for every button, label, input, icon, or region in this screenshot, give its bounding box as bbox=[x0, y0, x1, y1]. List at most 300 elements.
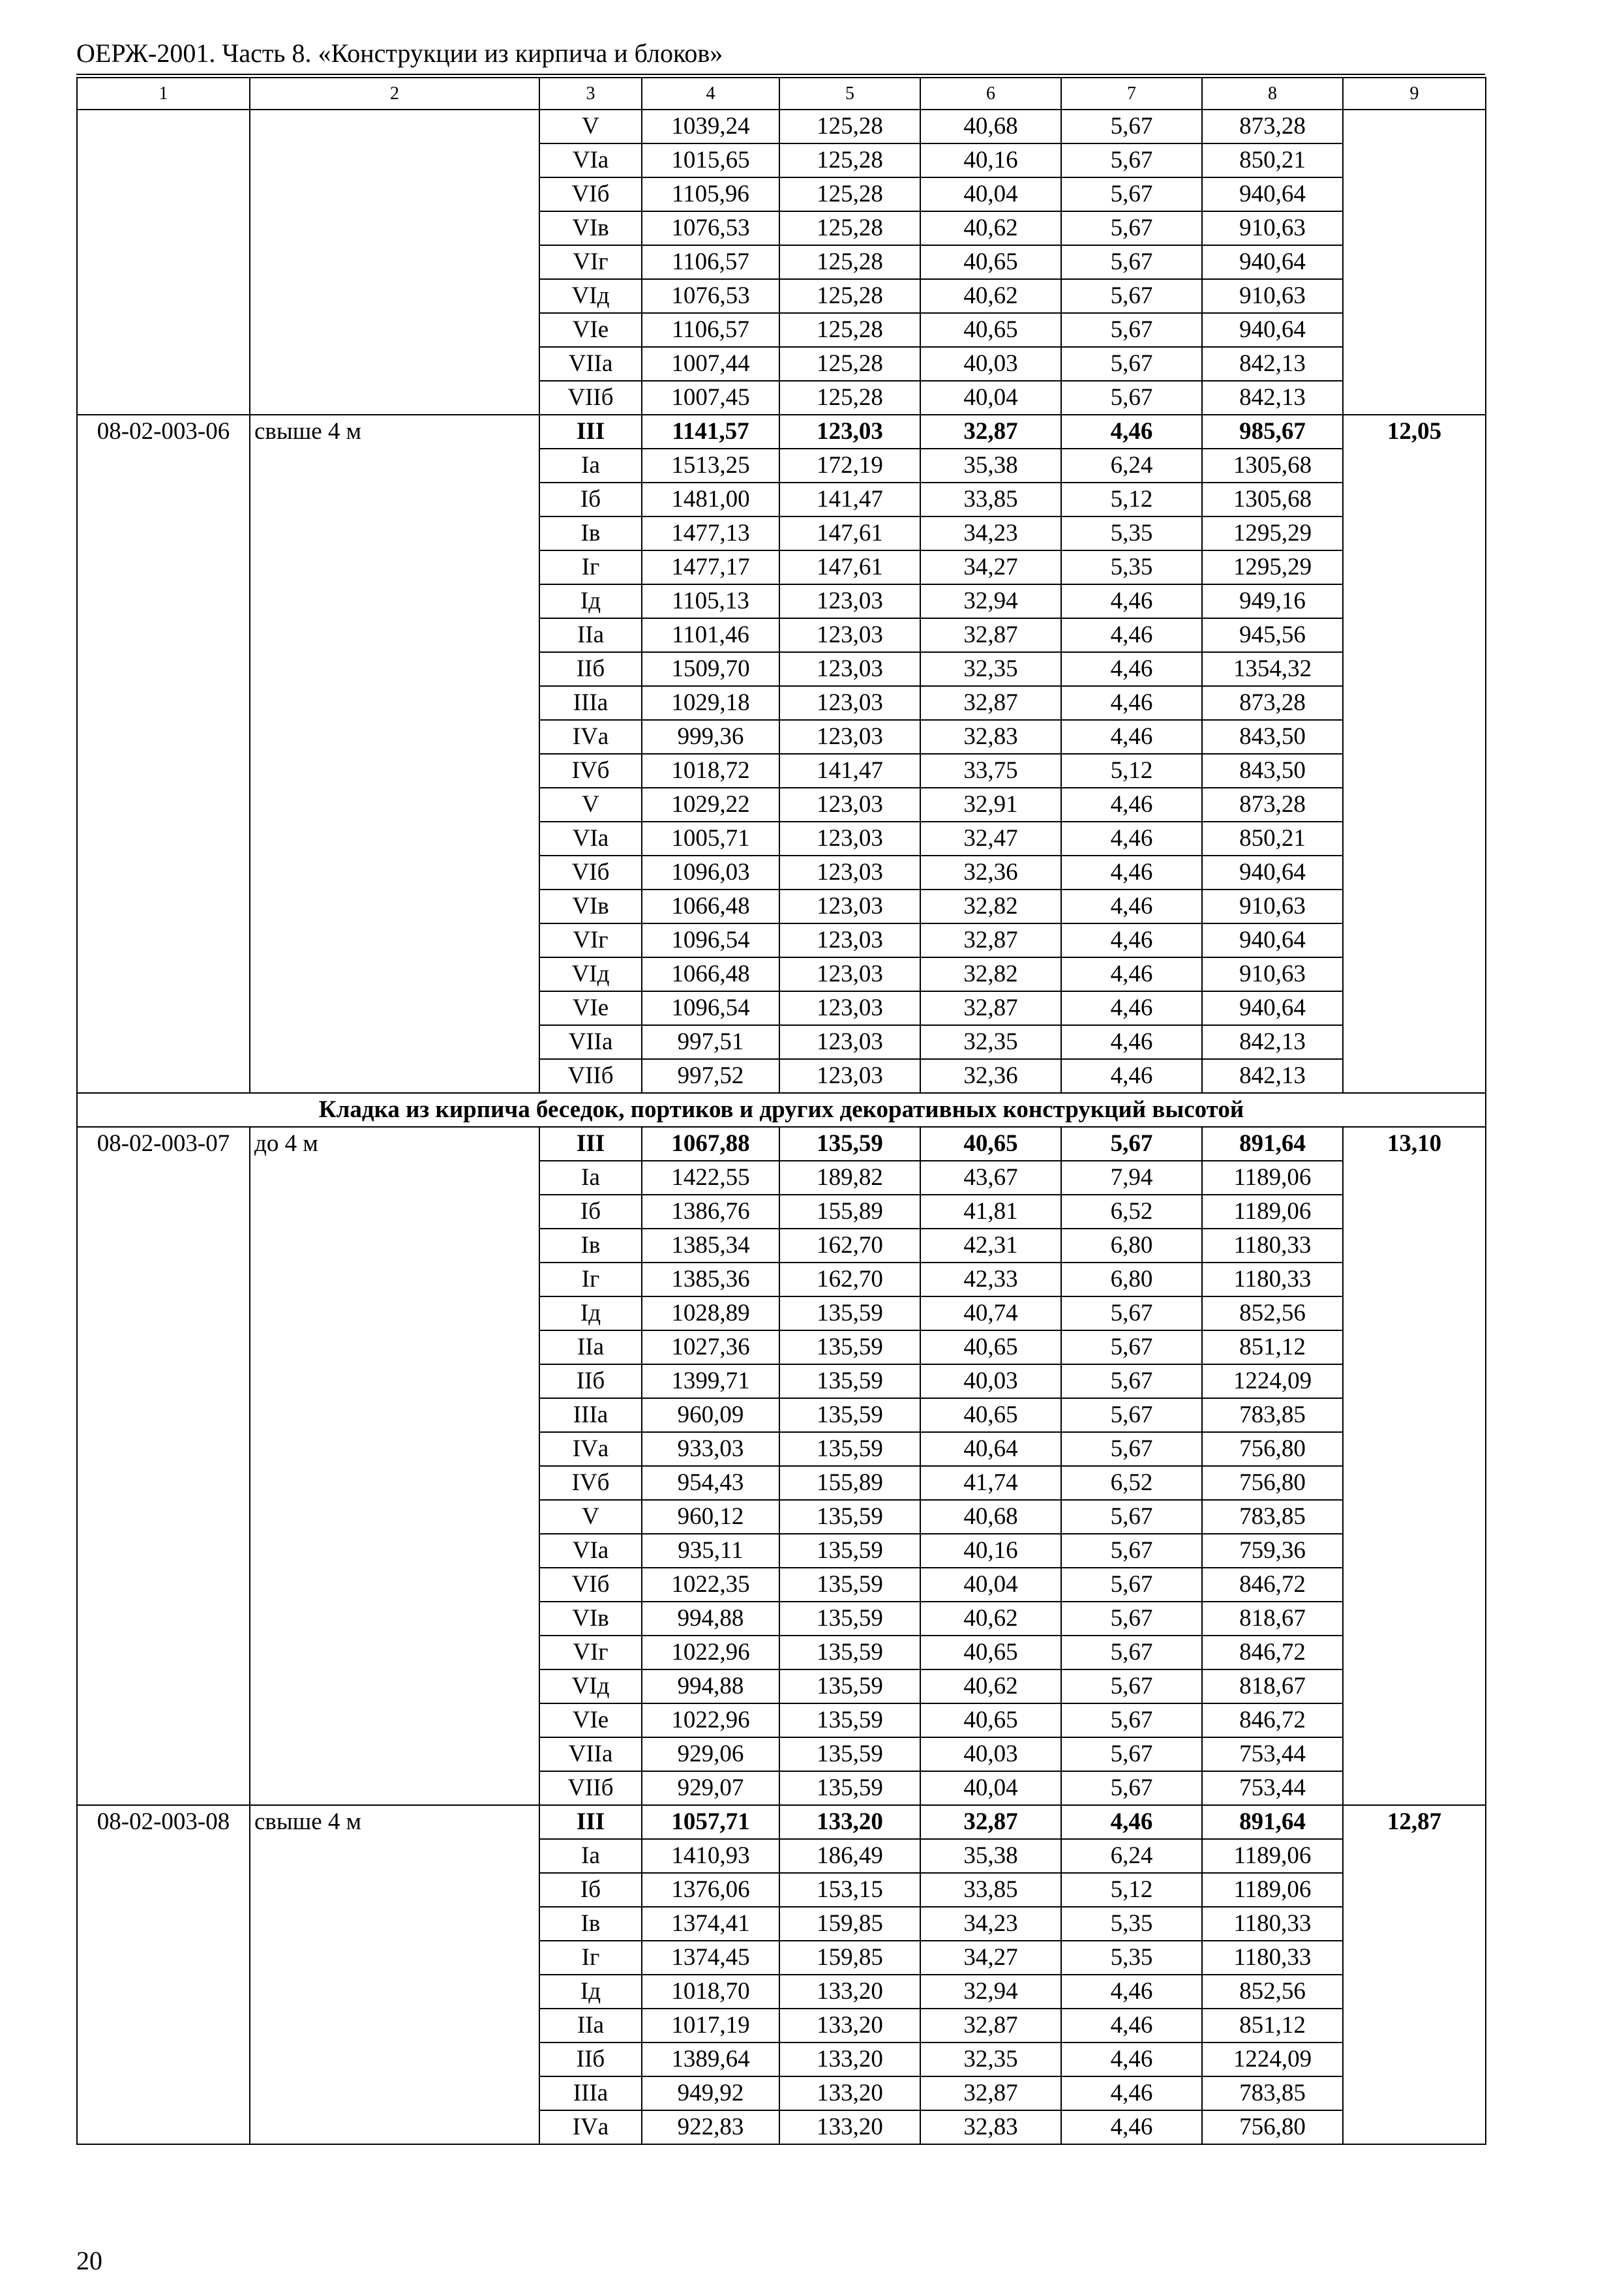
zone-cell: VIг bbox=[539, 1636, 642, 1669]
value-cell: 5,67 bbox=[1061, 1398, 1202, 1432]
price-table bbox=[76, 77, 1486, 2145]
value-cell: 1180,33 bbox=[1202, 1229, 1343, 1263]
value-cell: 172,19 bbox=[779, 449, 920, 483]
value-cell: 155,89 bbox=[779, 1195, 920, 1229]
column-number: 3 bbox=[539, 78, 642, 110]
value-cell: 910,63 bbox=[1202, 211, 1343, 245]
table-row bbox=[77, 415, 1486, 449]
value-cell: 135,59 bbox=[779, 1534, 920, 1568]
value-cell: 1106,57 bbox=[642, 313, 779, 347]
zone-cell: IIб bbox=[539, 2042, 642, 2076]
value-cell: 32,87 bbox=[920, 2076, 1061, 2110]
value-cell: 1017,19 bbox=[642, 2009, 779, 2042]
value-cell: 135,59 bbox=[779, 1296, 920, 1330]
value-cell: 123,03 bbox=[779, 822, 920, 856]
zone-cell: Iа bbox=[539, 449, 642, 483]
value-cell: 32,36 bbox=[920, 856, 1061, 890]
rate-code: 08-02-003-07 bbox=[77, 1127, 250, 1805]
zone-cell: VIIб bbox=[539, 1059, 642, 1093]
value-cell: 6,24 bbox=[1061, 449, 1202, 483]
zone-cell: IVа bbox=[539, 2110, 642, 2144]
zone-cell: VIIб bbox=[539, 1771, 642, 1805]
value-cell: 32,35 bbox=[920, 2042, 1061, 2076]
value-cell: 40,65 bbox=[920, 245, 1061, 279]
value-cell: 32,36 bbox=[920, 1059, 1061, 1093]
zone-cell: Iг bbox=[539, 1941, 642, 1975]
work-description: до 4 м bbox=[250, 1127, 539, 1805]
value-cell: 123,03 bbox=[779, 890, 920, 923]
value-cell: 32,91 bbox=[920, 788, 1061, 822]
value-cell: 997,52 bbox=[642, 1059, 779, 1093]
section-heading-row bbox=[77, 1093, 1486, 1127]
work-description: свыше 4 м bbox=[250, 1805, 539, 2144]
value-cell: 4,46 bbox=[1061, 822, 1202, 856]
value-cell: 141,47 bbox=[779, 483, 920, 516]
value-cell: 1389,64 bbox=[642, 2042, 779, 2076]
zone-cell: Iг bbox=[539, 1263, 642, 1296]
zone-cell: VIIа bbox=[539, 1737, 642, 1771]
value-cell: 1067,88 bbox=[642, 1127, 779, 1161]
value-cell: 846,72 bbox=[1202, 1636, 1343, 1669]
value-cell: 5,67 bbox=[1061, 313, 1202, 347]
value-cell: 1224,09 bbox=[1202, 2042, 1343, 2076]
value-cell: 5,67 bbox=[1061, 1330, 1202, 1364]
value-cell: 40,64 bbox=[920, 1432, 1061, 1466]
value-cell: 32,87 bbox=[920, 2009, 1061, 2042]
value-cell: 135,59 bbox=[779, 1568, 920, 1602]
zone-cell: Iв bbox=[539, 1907, 642, 1941]
value-cell: 842,13 bbox=[1202, 1025, 1343, 1059]
value-cell: 5,67 bbox=[1061, 211, 1202, 245]
value-cell: 891,64 bbox=[1202, 1805, 1343, 1839]
value-cell: 929,07 bbox=[642, 1771, 779, 1805]
value-cell: 40,62 bbox=[920, 1602, 1061, 1636]
column-number: 6 bbox=[920, 78, 1061, 110]
value-cell: 125,28 bbox=[779, 381, 920, 415]
table-row bbox=[77, 1127, 1486, 1161]
value-cell: 40,16 bbox=[920, 143, 1061, 177]
value-cell: 34,23 bbox=[920, 1907, 1061, 1941]
value-cell: 1022,96 bbox=[642, 1636, 779, 1669]
column-number: 8 bbox=[1202, 78, 1343, 110]
value-cell: 843,50 bbox=[1202, 720, 1343, 754]
value-cell: 133,20 bbox=[779, 1805, 920, 1839]
value-cell: 1295,29 bbox=[1202, 516, 1343, 550]
value-cell: 40,62 bbox=[920, 1669, 1061, 1703]
value-cell: 756,80 bbox=[1202, 1432, 1343, 1466]
zone-cell: IVб bbox=[539, 754, 642, 788]
value-cell: 32,87 bbox=[920, 686, 1061, 720]
value-cell: 32,87 bbox=[920, 991, 1061, 1025]
value-cell: 123,03 bbox=[779, 415, 920, 449]
zone-cell: V bbox=[539, 1500, 642, 1534]
value-cell: 33,85 bbox=[920, 1873, 1061, 1907]
value-cell: 40,03 bbox=[920, 1364, 1061, 1398]
value-cell: 843,50 bbox=[1202, 754, 1343, 788]
value-cell: 125,28 bbox=[779, 110, 920, 143]
value-cell: 851,12 bbox=[1202, 2009, 1343, 2042]
value-cell: 1105,96 bbox=[642, 177, 779, 211]
page-number: 20 bbox=[76, 2246, 102, 2275]
value-cell: 133,20 bbox=[779, 1975, 920, 2009]
value-cell: 135,59 bbox=[779, 1398, 920, 1432]
value-cell: 1513,25 bbox=[642, 449, 779, 483]
value-cell: 4,46 bbox=[1061, 923, 1202, 957]
value-cell: 40,04 bbox=[920, 177, 1061, 211]
value-cell: 4,46 bbox=[1061, 720, 1202, 754]
value-cell: 4,46 bbox=[1061, 890, 1202, 923]
value-cell: 5,12 bbox=[1061, 754, 1202, 788]
labor-cost-cell: 12,87 bbox=[1343, 1805, 1486, 2144]
value-cell: 40,16 bbox=[920, 1534, 1061, 1568]
value-cell: 33,75 bbox=[920, 754, 1061, 788]
value-cell: 40,65 bbox=[920, 1636, 1061, 1669]
header-rule bbox=[76, 74, 1485, 75]
value-cell: 783,85 bbox=[1202, 1398, 1343, 1432]
value-cell: 5,67 bbox=[1061, 110, 1202, 143]
value-cell: 5,67 bbox=[1061, 1500, 1202, 1534]
zone-cell: VIе bbox=[539, 313, 642, 347]
zone-cell: Iб bbox=[539, 1873, 642, 1907]
value-cell: 4,46 bbox=[1061, 957, 1202, 991]
value-cell: 40,65 bbox=[920, 313, 1061, 347]
value-cell: 842,13 bbox=[1202, 347, 1343, 381]
value-cell: 935,11 bbox=[642, 1534, 779, 1568]
value-cell: 5,35 bbox=[1061, 516, 1202, 550]
value-cell: 123,03 bbox=[779, 720, 920, 754]
value-cell: 850,21 bbox=[1202, 822, 1343, 856]
zone-cell: IIIа bbox=[539, 2076, 642, 2110]
value-cell: 1354,32 bbox=[1202, 652, 1343, 686]
value-cell: 949,92 bbox=[642, 2076, 779, 2110]
value-cell: 4,46 bbox=[1061, 856, 1202, 890]
value-cell: 42,33 bbox=[920, 1263, 1061, 1296]
value-cell: 40,68 bbox=[920, 110, 1061, 143]
zone-cell: III bbox=[539, 1805, 642, 1839]
value-cell: 5,35 bbox=[1061, 550, 1202, 584]
value-cell: 5,67 bbox=[1061, 1703, 1202, 1737]
value-cell: 1066,48 bbox=[642, 957, 779, 991]
value-cell: 4,46 bbox=[1061, 2042, 1202, 2076]
zone-cell: VIд bbox=[539, 279, 642, 313]
value-cell: 133,20 bbox=[779, 2110, 920, 2144]
value-cell: 783,85 bbox=[1202, 1500, 1343, 1534]
value-cell: 123,03 bbox=[779, 856, 920, 890]
value-cell: 1096,54 bbox=[642, 923, 779, 957]
zone-cell: VIв bbox=[539, 211, 642, 245]
value-cell: 41,74 bbox=[920, 1466, 1061, 1500]
value-cell: 1189,06 bbox=[1202, 1161, 1343, 1195]
value-cell: 125,28 bbox=[779, 347, 920, 381]
value-cell: 945,56 bbox=[1202, 618, 1343, 652]
value-cell: 40,65 bbox=[920, 1703, 1061, 1737]
value-cell: 842,13 bbox=[1202, 381, 1343, 415]
value-cell: 5,67 bbox=[1061, 1636, 1202, 1669]
value-cell: 1105,13 bbox=[642, 584, 779, 618]
table-row bbox=[77, 110, 1486, 143]
value-cell: 135,59 bbox=[779, 1669, 920, 1703]
value-cell: 5,67 bbox=[1061, 381, 1202, 415]
value-cell: 40,03 bbox=[920, 347, 1061, 381]
work-description: свыше 4 м bbox=[250, 415, 539, 1093]
zone-cell: IIа bbox=[539, 1330, 642, 1364]
zone-cell: VIе bbox=[539, 991, 642, 1025]
value-cell: 929,06 bbox=[642, 1737, 779, 1771]
value-cell: 123,03 bbox=[779, 618, 920, 652]
value-cell: 32,87 bbox=[920, 923, 1061, 957]
value-cell: 125,28 bbox=[779, 245, 920, 279]
rate-code: 08-02-003-06 bbox=[77, 415, 250, 1093]
rate-code: 08-02-003-08 bbox=[77, 1805, 250, 2144]
value-cell: 753,44 bbox=[1202, 1771, 1343, 1805]
value-cell: 1189,06 bbox=[1202, 1195, 1343, 1229]
labor-cost-cell: 12,05 bbox=[1343, 415, 1486, 1093]
value-cell: 940,64 bbox=[1202, 177, 1343, 211]
value-cell: 135,59 bbox=[779, 1737, 920, 1771]
value-cell: 1057,71 bbox=[642, 1805, 779, 1839]
value-cell: 135,59 bbox=[779, 1364, 920, 1398]
value-cell: 1141,57 bbox=[642, 415, 779, 449]
value-cell: 1509,70 bbox=[642, 652, 779, 686]
value-cell: 34,27 bbox=[920, 550, 1061, 584]
value-cell: 6,24 bbox=[1061, 1839, 1202, 1873]
value-cell: 34,27 bbox=[920, 1941, 1061, 1975]
zone-cell: Iв bbox=[539, 516, 642, 550]
zone-cell: IIб bbox=[539, 652, 642, 686]
value-cell: 1005,71 bbox=[642, 822, 779, 856]
value-cell: 4,46 bbox=[1061, 991, 1202, 1025]
value-cell: 846,72 bbox=[1202, 1703, 1343, 1737]
value-cell: 186,49 bbox=[779, 1839, 920, 1873]
value-cell: 1076,53 bbox=[642, 279, 779, 313]
value-cell: 125,28 bbox=[779, 279, 920, 313]
value-cell: 32,87 bbox=[920, 1805, 1061, 1839]
value-cell: 1096,03 bbox=[642, 856, 779, 890]
value-cell: 159,85 bbox=[779, 1941, 920, 1975]
zone-cell: VIб bbox=[539, 177, 642, 211]
value-cell: 5,12 bbox=[1061, 1873, 1202, 1907]
value-cell: 5,67 bbox=[1061, 1364, 1202, 1398]
value-cell: 1477,13 bbox=[642, 516, 779, 550]
value-cell: 125,28 bbox=[779, 177, 920, 211]
value-cell: 7,94 bbox=[1061, 1161, 1202, 1195]
value-cell: 125,28 bbox=[779, 313, 920, 347]
value-cell: 5,67 bbox=[1061, 1296, 1202, 1330]
value-cell: 4,46 bbox=[1061, 584, 1202, 618]
value-cell: 818,67 bbox=[1202, 1669, 1343, 1703]
value-cell: 1189,06 bbox=[1202, 1839, 1343, 1873]
labor-cost-cell: 13,10 bbox=[1343, 1127, 1486, 1805]
value-cell: 162,70 bbox=[779, 1263, 920, 1296]
value-cell: 40,65 bbox=[920, 1330, 1061, 1364]
column-number: 5 bbox=[779, 78, 920, 110]
value-cell: 5,67 bbox=[1061, 143, 1202, 177]
table-row bbox=[77, 1805, 1486, 1839]
value-cell: 135,59 bbox=[779, 1330, 920, 1364]
zone-cell: VIа bbox=[539, 1534, 642, 1568]
zone-cell: VIг bbox=[539, 245, 642, 279]
value-cell: 4,46 bbox=[1061, 652, 1202, 686]
value-cell: 40,04 bbox=[920, 1771, 1061, 1805]
value-cell: 5,35 bbox=[1061, 1907, 1202, 1941]
value-cell: 135,59 bbox=[779, 1500, 920, 1534]
value-cell: 4,46 bbox=[1061, 788, 1202, 822]
value-cell: 35,38 bbox=[920, 449, 1061, 483]
value-cell: 5,67 bbox=[1061, 1534, 1202, 1568]
value-cell: 5,67 bbox=[1061, 1737, 1202, 1771]
zone-cell: VIа bbox=[539, 822, 642, 856]
value-cell: 852,56 bbox=[1202, 1975, 1343, 2009]
value-cell: 133,20 bbox=[779, 2076, 920, 2110]
value-cell: 1180,33 bbox=[1202, 1263, 1343, 1296]
value-cell: 141,47 bbox=[779, 754, 920, 788]
zone-cell: VIб bbox=[539, 856, 642, 890]
value-cell: 1007,44 bbox=[642, 347, 779, 381]
value-cell: 1028,89 bbox=[642, 1296, 779, 1330]
value-cell: 32,87 bbox=[920, 618, 1061, 652]
value-cell: 1295,29 bbox=[1202, 550, 1343, 584]
zone-cell: VIа bbox=[539, 143, 642, 177]
value-cell: 1022,96 bbox=[642, 1703, 779, 1737]
value-cell: 4,46 bbox=[1061, 415, 1202, 449]
value-cell: 1018,72 bbox=[642, 754, 779, 788]
value-cell: 759,36 bbox=[1202, 1534, 1343, 1568]
value-cell: 997,51 bbox=[642, 1025, 779, 1059]
zone-cell: VIIа bbox=[539, 1025, 642, 1059]
value-cell: 33,85 bbox=[920, 483, 1061, 516]
zone-cell: Iв bbox=[539, 1229, 642, 1263]
zone-cell: IIб bbox=[539, 1364, 642, 1398]
column-number-row bbox=[77, 78, 1486, 110]
value-cell: 1076,53 bbox=[642, 211, 779, 245]
value-cell: 1376,06 bbox=[642, 1873, 779, 1907]
value-cell: 1305,68 bbox=[1202, 483, 1343, 516]
zone-cell: IIIа bbox=[539, 1398, 642, 1432]
value-cell: 850,21 bbox=[1202, 143, 1343, 177]
value-cell: 994,88 bbox=[642, 1669, 779, 1703]
value-cell: 1029,22 bbox=[642, 788, 779, 822]
zone-cell: VIд bbox=[539, 957, 642, 991]
value-cell: 852,56 bbox=[1202, 1296, 1343, 1330]
zone-cell: VIг bbox=[539, 923, 642, 957]
zone-cell: IIа bbox=[539, 618, 642, 652]
value-cell: 1106,57 bbox=[642, 245, 779, 279]
value-cell: 147,61 bbox=[779, 550, 920, 584]
column-number: 2 bbox=[250, 78, 539, 110]
zone-cell: VIIб bbox=[539, 381, 642, 415]
value-cell: 6,80 bbox=[1061, 1229, 1202, 1263]
value-cell: 1410,93 bbox=[642, 1839, 779, 1873]
zone-cell: IVб bbox=[539, 1466, 642, 1500]
value-cell: 756,80 bbox=[1202, 1466, 1343, 1500]
value-cell: 960,12 bbox=[642, 1500, 779, 1534]
zone-cell: V bbox=[539, 788, 642, 822]
zone-cell: VIв bbox=[539, 890, 642, 923]
value-cell: 954,43 bbox=[642, 1466, 779, 1500]
value-cell: 910,63 bbox=[1202, 279, 1343, 313]
zone-cell: VIе bbox=[539, 1703, 642, 1737]
value-cell: 5,67 bbox=[1061, 279, 1202, 313]
value-cell: 135,59 bbox=[779, 1636, 920, 1669]
value-cell: 1066,48 bbox=[642, 890, 779, 923]
value-cell: 5,12 bbox=[1061, 483, 1202, 516]
value-cell: 1189,06 bbox=[1202, 1873, 1343, 1907]
zone-cell: IVа bbox=[539, 1432, 642, 1466]
value-cell: 5,67 bbox=[1061, 347, 1202, 381]
value-cell: 4,46 bbox=[1061, 2076, 1202, 2110]
value-cell: 1027,36 bbox=[642, 1330, 779, 1364]
zone-cell: Iб bbox=[539, 1195, 642, 1229]
zone-cell: Iг bbox=[539, 550, 642, 584]
value-cell: 1374,41 bbox=[642, 1907, 779, 1941]
value-cell: 4,46 bbox=[1061, 1975, 1202, 2009]
value-cell: 5,67 bbox=[1061, 245, 1202, 279]
zone-cell: VIд bbox=[539, 1669, 642, 1703]
value-cell: 135,59 bbox=[779, 1432, 920, 1466]
value-cell: 1101,46 bbox=[642, 618, 779, 652]
zone-cell: Iа bbox=[539, 1161, 642, 1195]
value-cell: 933,03 bbox=[642, 1432, 779, 1466]
value-cell: 32,35 bbox=[920, 1025, 1061, 1059]
value-cell: 34,23 bbox=[920, 516, 1061, 550]
value-cell: 940,64 bbox=[1202, 923, 1343, 957]
value-cell: 5,67 bbox=[1061, 1771, 1202, 1805]
value-cell: 123,03 bbox=[779, 584, 920, 618]
value-cell: 40,04 bbox=[920, 381, 1061, 415]
column-number: 1 bbox=[77, 78, 250, 110]
section-heading: Кладка из кирпича беседок, портиков и других декоративных конструкций высотой bbox=[77, 1093, 1486, 1127]
value-cell: 123,03 bbox=[779, 652, 920, 686]
value-cell: 4,46 bbox=[1061, 2110, 1202, 2144]
zone-cell: Iд bbox=[539, 1975, 642, 2009]
labor-cost-cell bbox=[1343, 110, 1486, 415]
value-cell: 123,03 bbox=[779, 923, 920, 957]
value-cell: 6,80 bbox=[1061, 1263, 1202, 1296]
value-cell: 891,64 bbox=[1202, 1127, 1343, 1161]
value-cell: 133,20 bbox=[779, 2042, 920, 2076]
value-cell: 1015,65 bbox=[642, 143, 779, 177]
value-cell: 43,67 bbox=[920, 1161, 1061, 1195]
zone-cell: Iд bbox=[539, 584, 642, 618]
value-cell: 940,64 bbox=[1202, 856, 1343, 890]
work-description bbox=[250, 110, 539, 415]
rate-code bbox=[77, 110, 250, 415]
value-cell: 4,46 bbox=[1061, 1805, 1202, 1839]
value-cell: 1022,35 bbox=[642, 1568, 779, 1602]
value-cell: 32,83 bbox=[920, 720, 1061, 754]
value-cell: 1374,45 bbox=[642, 1941, 779, 1975]
value-cell: 125,28 bbox=[779, 143, 920, 177]
value-cell: 123,03 bbox=[779, 1059, 920, 1093]
value-cell: 123,03 bbox=[779, 686, 920, 720]
value-cell: 873,28 bbox=[1202, 110, 1343, 143]
value-cell: 40,04 bbox=[920, 1568, 1061, 1602]
zone-cell: Iд bbox=[539, 1296, 642, 1330]
page-header-title: ОЕРЖ-2001. Часть 8. «Конструкции из кирпича и блоков» bbox=[76, 38, 723, 68]
value-cell: 32,83 bbox=[920, 2110, 1061, 2144]
value-cell: 189,82 bbox=[779, 1161, 920, 1195]
value-cell: 1039,24 bbox=[642, 110, 779, 143]
value-cell: 940,64 bbox=[1202, 313, 1343, 347]
value-cell: 851,12 bbox=[1202, 1330, 1343, 1364]
value-cell: 40,68 bbox=[920, 1500, 1061, 1534]
value-cell: 910,63 bbox=[1202, 957, 1343, 991]
value-cell: 135,59 bbox=[779, 1127, 920, 1161]
value-cell: 159,85 bbox=[779, 1907, 920, 1941]
value-cell: 40,62 bbox=[920, 211, 1061, 245]
value-cell: 940,64 bbox=[1202, 245, 1343, 279]
value-cell: 155,89 bbox=[779, 1466, 920, 1500]
